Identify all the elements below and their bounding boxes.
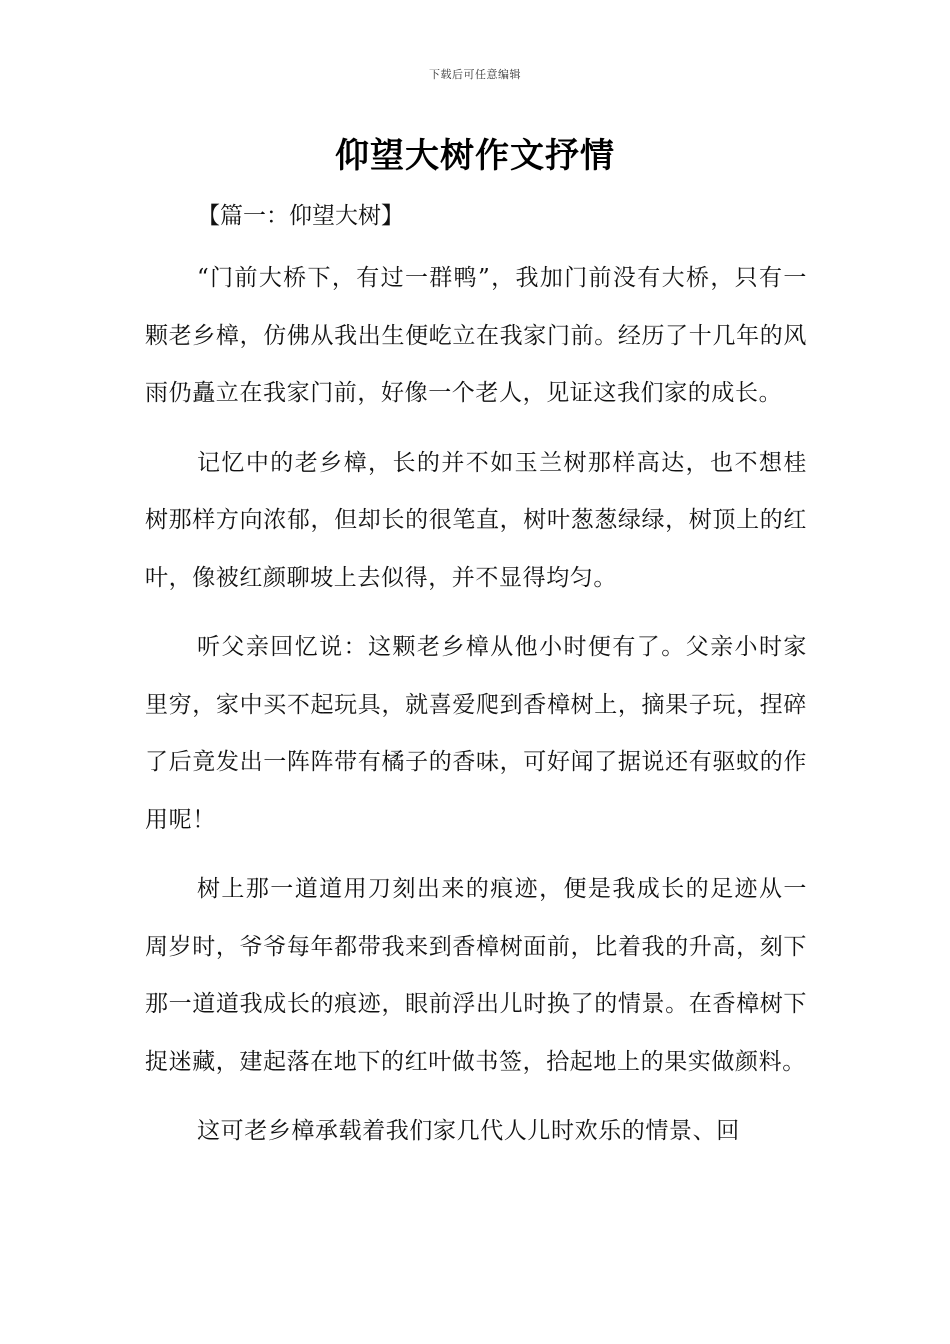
section-heading: 【篇一：仰望大树】 [197,203,404,229]
paragraph-3: 听父亲回忆说：这颗老乡樟从他小时便有了。父亲小时家里穷，家中买不起玩具，就喜爱爬到香樟树上，摘果子玩，捏碎了后竟发出一阵阵带有橘子的香味，可好闻了据说还有驱蚊的作用呢！ [145,634,807,833]
paragraph-5: 这可老乡樟承载着我们家几代人儿时欢乐的情景、回 [197,1118,740,1144]
paragraph-1: “门前大桥下，有过一群鸭”，我加门前没有大桥，只有一颗老乡樟，仿佛从我出生便屹立在我家门前。经历了十几年的风雨仍矗立在我家门前，好像一个老人，见证这我们家的成长。 [145,265,807,406]
paragraph-2: 记忆中的老乡樟，长的并不如玉兰树那样高达，也不想桂树那样方向浓郁，但却长的很笔直，树叶葱葱绿绿，树顶上的红叶，像被红颜聊坡上去似得，并不显得均匀。 [145,449,807,591]
header-note: 下载后可任意编辑 [429,68,521,81]
document-title: 仰望大树作文抒情 [335,136,615,176]
document-body [145,194,807,1173]
paragraph-4: 树上那一道道用刀刻出来的痕迹，便是我成长的足迹从一周岁时，爷爷每年都带我来到香樟树面前，比着我的升高，刻下那一道道我成长的痕迹，眼前浮出儿时换了的情景。在香樟树下捉迷藏，建起落在地下的红叶做书签，拾起地上的果实做颜料。 [145,876,807,1075]
